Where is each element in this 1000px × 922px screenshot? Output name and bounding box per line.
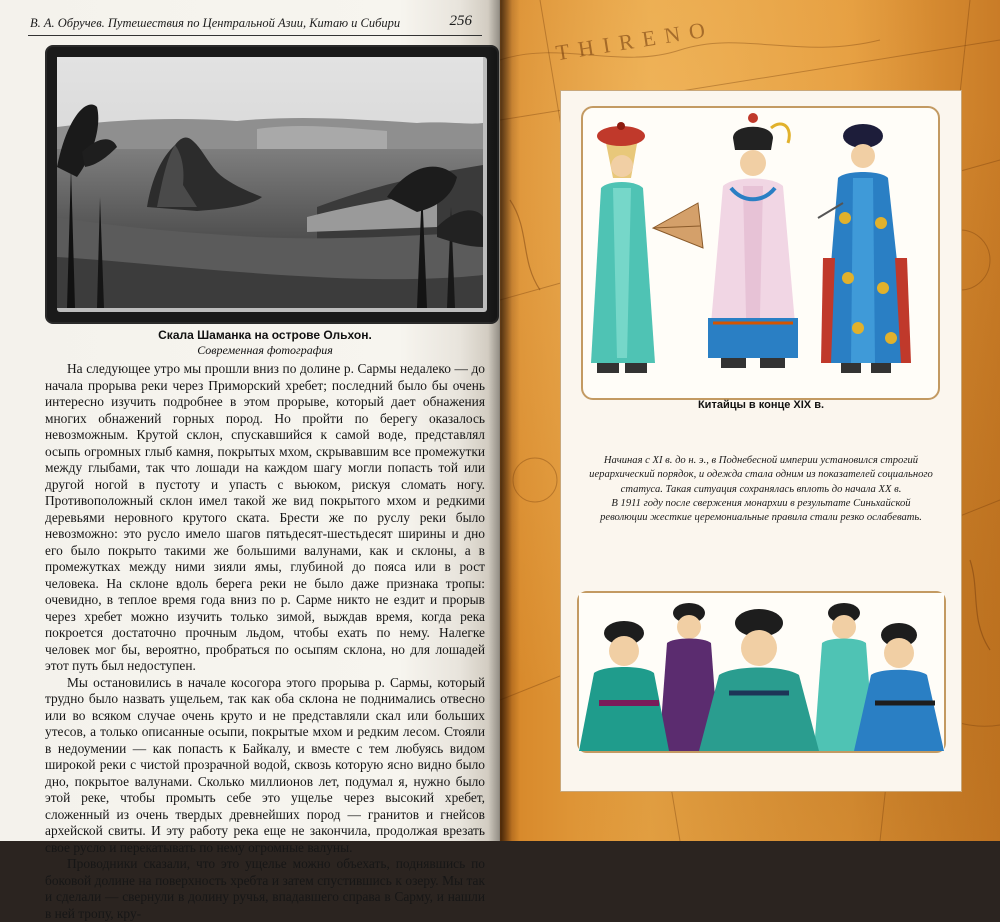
- book-gutter: [488, 0, 512, 841]
- paragraph: Мы остановились в начале косогора этого прорыва р. Сармы, который трудно было назвать ущельем, так как оба склона не поднимались отвесно или во всяком случае очень круто и не представляли скал или больших утесов, а только описанные осыпи, покрытые мхом и редким лесом. Стояли в недоумении — как попасть к Байкалу, и вместе с тем любуясь видом широкой реки с чистой прозрачной водой, сквозь которую ясно видно было дно, покрытое валунами. Сколько миллионов лет, подумал я, нужно было этой реке, чтобы промыть себе это ущелье через высокий хребет, сложенный из очень твердых древнейших пород — гранитов и гнейсов архейской свиты. И эту работу река еще не закончила, продолжая врезать свое русло и перекатывать по нему огромные валуны.: [45, 674, 485, 855]
- photo-caption-subtitle: Современная фотография: [197, 343, 333, 357]
- header-rule: [28, 35, 482, 36]
- body-text: [45, 361, 485, 922]
- illustration-card: [560, 90, 962, 792]
- paragraph: Проводники сказали, что это ущелье можно объехать, поднявшись по боковой долине на поверхность хребта и затем спустившись к озеру. Мы так и сделали — свернули в долину ручья, впадавшего справа в Сарму, и нашли в ней тропу, кру-: [45, 856, 485, 921]
- photo-caption-title: Скала Шаманка на острове Ольхон.: [158, 328, 372, 342]
- map-label: THIRENO: [553, 15, 716, 66]
- chinese-officials-plate: [581, 106, 940, 400]
- note-line: В 1911 году после свержения монархии в результате Синьхайской: [611, 497, 911, 509]
- shamanka-rock-photo: [57, 57, 487, 312]
- note-line: Начиная с XI в. до н. э., в Поднебесной империи установился строгий: [603, 455, 919, 466]
- figure-center: [708, 113, 798, 368]
- five-women-illustration: [579, 593, 944, 751]
- plate-caption: Китайцы в конце XIX в.: [697, 399, 825, 411]
- landscape-photo-illustration: [57, 57, 483, 308]
- running-head: [28, 10, 492, 34]
- three-officials-illustration: [583, 108, 938, 398]
- note-line: иерархический порядок, и одежда стала одним из показателей социального: [589, 469, 933, 481]
- note-line: революции жесткие церемониальные правила стали резко ослабевать.: [600, 512, 922, 524]
- figure-right: [818, 124, 911, 373]
- historical-note: [586, 454, 936, 525]
- photo-frame: [45, 45, 499, 324]
- page-number: 256: [449, 13, 472, 29]
- paragraph: На следующее утро мы прошли вниз по долине р. Сармы недалеко — до начала прорыва реки через Приморский хребет; последний было бы очень интересно изучить подробнее в этом прорыве, который дает обнажения многих обнажений горных пород. Но пройти по берегу оказалось невозможным. Крутой склон, спускавшийся к самой воде, представлял осыпь огромных глыб камня, покрытых мхом, скрывавшим все промежутки между глыбами, так что лошади на каждом шагу могли попасть той или другой ногой в пустоту и упасть с вьюком, рискуя сломать ногу. Противоположный склон имел такой же вид покрытого мхом и редкими деревьями неровного крутого ската. Брести же по руслу реки было невозможно: это русло имело шагов пятьдесят-шестьдесят ширины и дно его было покрыто такими же большими валунами, как и склоны, а в промежутках между ними зияли ямы, глубиной до пояса или в рост человека. На склоне вдоль берега реки не было даже признака тропы: очевидно, в теплое время года вниз по р. Сарме никто не ездит и прорыв через хребет можно изучить только зимой, выждав время, когда река покроется достаточно прочным льдом, чтобы ехать по нему. Налегке человек мог бы, вероятно, пробраться по осыпям склона, но для лошадей этот путь был недоступен.: [45, 361, 485, 673]
- running-title: В. А. Обручев. Путешествия по Центральной Азии, Китаю и Сибири: [30, 16, 401, 30]
- note-line: статуса. Такая ситуация сохранялась вплоть до начала XX в.: [620, 483, 902, 495]
- left-page: [0, 0, 500, 921]
- right-page: [500, 0, 1000, 841]
- figure-left: [591, 122, 703, 373]
- chinese-women-plate: [577, 591, 946, 753]
